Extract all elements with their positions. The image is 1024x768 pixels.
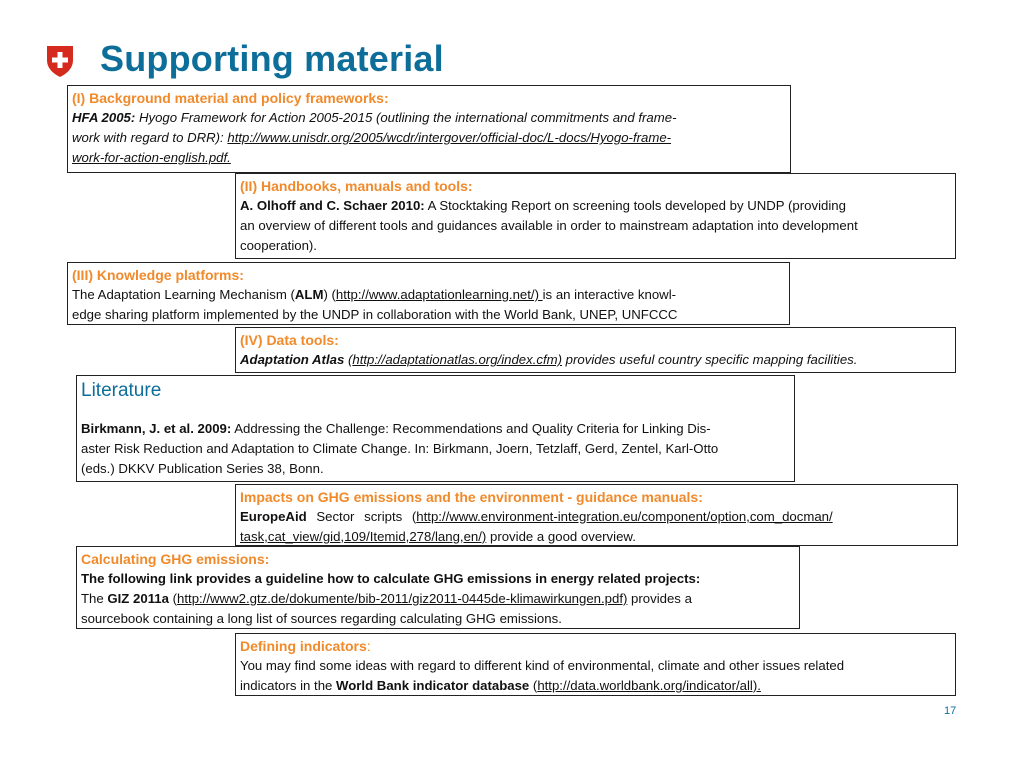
hfa-link-cont[interactable]: work-for-action-english.pdf. <box>72 150 231 165</box>
section-heading: Calculating GHG emissions: <box>81 551 270 567</box>
literature-line-2: aster Risk Reduction and Adaptation to Climate Change. In: Birkmann, Joern, Tetzlaff, Gerd, Zentel, Karl-Otto <box>81 441 719 456</box>
birkmann-text: Addressing the Challenge: Recommendations and Quality Criteria for Linking Dis- <box>231 421 711 436</box>
giz-text-2: provides a <box>627 591 692 606</box>
olhoff-label: A. Olhoff and C. Schaer 2010: <box>240 198 425 213</box>
section-heading: (II) Handbooks, manuals and tools: <box>240 178 473 194</box>
giz-link[interactable]: http://www2.gtz.de/dokumente/bib-2011/giz2011-0445de-klimawirkungen.pdf) <box>177 591 628 606</box>
europeaid-text: Sector scripts ( <box>306 509 417 524</box>
background-material-box <box>67 85 791 173</box>
atlas-link[interactable]: http://adaptationatlas.org/index.cfm) <box>352 352 563 367</box>
handbooks-line-2: an overview of different tools and guidances available in order to mainstream adaptation into development <box>240 218 858 233</box>
hfa-text-2: work with regard to DRR): <box>72 130 228 145</box>
atlas-text: provides useful country specific mapping facilities. <box>562 352 858 367</box>
knowledge-line-2: edge sharing platform implemented by the UNDP in collaboration with the World Bank, UNEP, UNFCCC <box>72 307 678 322</box>
handbooks-box <box>235 173 956 259</box>
knowledge-platforms-box <box>67 262 790 325</box>
page-number: 17 <box>944 705 957 717</box>
ghg-impacts-box <box>235 484 958 546</box>
giz-text: The <box>81 591 108 606</box>
hfa-text: Hyogo Framework for Action 2005-2015 (outlining the international commitments and frame- <box>135 110 677 125</box>
atlas-label: Adaptation Atlas <box>240 352 345 367</box>
literature-heading: Literature <box>81 380 162 401</box>
alm-text-2: is an interactive knowl- <box>542 287 677 302</box>
indicators-text: indicators in the <box>240 678 337 693</box>
indicators-line-1: You may find some ideas with regard to different kind of environmental, climate and other issues related <box>240 658 845 673</box>
europeaid-label: EuropeAid <box>240 509 307 524</box>
wb-paren: ( <box>529 678 538 693</box>
indicators-box <box>235 633 956 696</box>
ghg-calc-box <box>76 546 800 629</box>
alm-paren: ) ( <box>323 287 336 302</box>
wb-link[interactable]: http://data.worldbank.org/indicator/all). <box>537 678 761 693</box>
section-heading: (I) Background material and policy frameworks: <box>72 90 389 106</box>
alm-label: ALM <box>294 287 324 302</box>
heading-colon: : <box>366 638 371 654</box>
section-heading: (III) Knowledge platforms: <box>72 267 244 283</box>
alm-link[interactable]: http://www.adaptationlearning.net/) <box>335 287 543 302</box>
section-heading: (IV) Data tools: <box>240 332 339 348</box>
giz-paren: ( <box>168 591 178 606</box>
ghg-calc-line-3: sourcebook containing a long list of sources regarding calculating GHG emissions. <box>81 611 562 626</box>
alm-text: The Adaptation Learning Mechanism ( <box>72 287 295 302</box>
handbooks-line-3: cooperation). <box>240 238 317 253</box>
giz-label: GIZ 2011a <box>107 591 169 606</box>
section-heading: Defining indicators <box>240 638 367 654</box>
swiss-cross-shield-icon <box>45 44 75 78</box>
europeaid-link[interactable]: http://www.environment-integration.eu/component/option,com_docman/ <box>416 509 833 524</box>
literature-box <box>76 375 795 482</box>
data-tools-box <box>235 327 956 373</box>
page-title: Supporting material <box>100 38 444 79</box>
ghg-guideline-text: The following link provides a guideline how to calculate GHG emissions in energy related projects: <box>81 571 701 586</box>
wb-label: World Bank indicator database <box>336 678 530 693</box>
birkmann-label: Birkmann, J. et al. 2009: <box>81 421 232 436</box>
europeaid-link-cont[interactable]: task,cat_view/gid,109/Itemid,278/lang,en/) <box>240 529 487 544</box>
olhoff-text: A Stocktaking Report on screening tools developed by UNDP (providing <box>424 198 846 213</box>
section-heading: Impacts on GHG emissions and the environment - guidance manuals: <box>240 489 703 505</box>
atlas-paren: ( <box>344 352 353 367</box>
europeaid-text-2: provide a good overview. <box>486 529 636 544</box>
hfa-link[interactable]: http://www.unisdr.org/2005/wcdr/intergover/official-doc/L-docs/Hyogo-frame- <box>227 130 672 145</box>
hfa-label: HFA 2005: <box>72 110 136 125</box>
literature-line-3: (eds.) DKKV Publication Series 38, Bonn. <box>81 461 324 476</box>
